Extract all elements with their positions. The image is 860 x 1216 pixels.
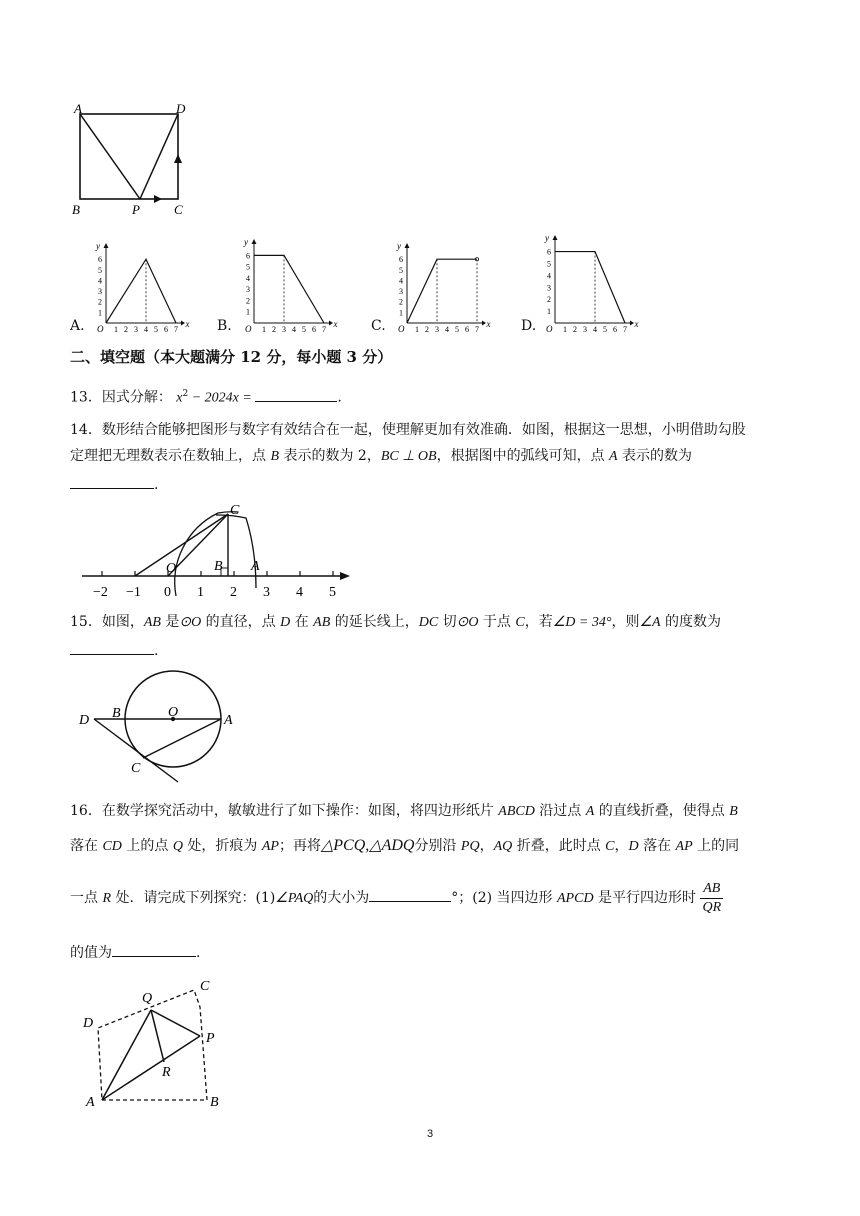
x-axis-label: x — [333, 319, 338, 329]
q15-t-d: 的直径，点 — [201, 614, 281, 630]
fold-figure — [80, 972, 240, 1112]
y-tick-label: 6 — [246, 251, 250, 261]
q15-dc: DC — [418, 615, 439, 630]
q16-t2c: 上的点 — [121, 838, 173, 854]
q16-end: . — [196, 945, 201, 961]
q16-t2p: 落在 — [638, 838, 676, 854]
y-tick-label: 3 — [246, 285, 250, 295]
x-tick-label: 6 — [465, 325, 469, 334]
option-b-graph — [240, 236, 350, 335]
x-tick-label: 3 — [583, 325, 587, 334]
question-15-line-1 — [70, 612, 721, 633]
q16-t3a: 一点 — [70, 890, 103, 906]
q15-ab-2: AB — [313, 615, 331, 630]
option-c-letter: C. — [371, 318, 386, 334]
q16-t4a: 的值为 — [70, 945, 112, 961]
q16-t2r: 上的同 — [692, 838, 740, 854]
q15-angle-a: ∠A — [639, 615, 661, 630]
numberline-tick-label: 3 — [263, 585, 270, 600]
option-b-letter: B. — [217, 318, 232, 334]
y-tick-label: 2 — [399, 297, 403, 307]
question-16-line-4 — [70, 942, 200, 963]
option-graph-line — [407, 259, 477, 323]
x-tick-label: 6 — [613, 325, 617, 334]
origin-label: O — [97, 324, 104, 334]
y-tick-label: 4 — [547, 271, 551, 281]
y-tick-label: 1 — [246, 307, 250, 317]
y-tick-label: 4 — [246, 273, 250, 283]
q14-perp-expr: BC ⊥ OB — [380, 449, 437, 464]
option-c-graph — [393, 240, 503, 335]
q16-frac-den: QR — [702, 899, 722, 915]
y-tick-label: 2 — [547, 295, 551, 305]
q16-point-a: A — [585, 804, 595, 819]
section-2-title: 二、填空题（本大题满分 12 分，每小题 3 分） — [70, 348, 393, 366]
q16-point-b: B — [729, 804, 738, 819]
q16-answer-blank-2[interactable] — [112, 942, 196, 957]
x-tick-label: 3 — [134, 325, 138, 334]
y-tick-label: 2 — [246, 296, 250, 306]
x-tick-label: 1 — [262, 325, 266, 334]
numberline-tick-label: −2 — [93, 585, 108, 600]
q16-t3e: ；(2) 当四边形 — [458, 890, 557, 906]
x-tick-label: 7 — [623, 325, 627, 334]
numberline-tick-label: 5 — [329, 585, 336, 600]
y-axis-label: y — [397, 241, 401, 251]
numberline-tick-label: −1 — [126, 585, 141, 600]
origin-label: O — [398, 324, 405, 334]
x-tick-label: 3 — [435, 325, 439, 334]
option-a-graph — [92, 240, 202, 335]
q15-t-j: 切 — [438, 614, 457, 630]
q15-ab: AB — [143, 615, 161, 630]
x-tick-label: 4 — [292, 325, 296, 334]
q16-angle-paq: ∠PAQ — [275, 891, 314, 906]
x-tick-label: 6 — [164, 325, 168, 334]
q14-point-a: A — [609, 449, 618, 464]
y-tick-label: 6 — [98, 255, 102, 265]
question-16-line-1 — [70, 801, 738, 822]
number-line-figure — [78, 498, 358, 603]
square-label-c: C — [174, 202, 183, 217]
x-tick-label: 5 — [302, 325, 306, 334]
q13-prefix: 13．因式分解： — [70, 389, 172, 406]
origin-label: O — [546, 324, 553, 334]
numberline-tick-label: 4 — [296, 585, 303, 600]
q15-t-a: 15．如图， — [70, 614, 144, 630]
option-d-letter: D. — [521, 318, 537, 334]
page-number: 3 — [426, 1128, 434, 1140]
q13-expr-exp: 2 — [182, 389, 189, 399]
square-label-a: A — [74, 101, 82, 116]
q14-point-b: B — [270, 449, 280, 464]
q16-answer-blank-1[interactable] — [369, 887, 451, 902]
x-tick-label: 4 — [445, 325, 449, 334]
q16-t1c: 沿过点 — [534, 803, 586, 819]
fold-label-b: B — [210, 1095, 219, 1110]
circle-label-b: B — [112, 706, 121, 721]
q13-answer-blank[interactable] — [255, 387, 337, 402]
x-tick-label: 1 — [114, 325, 118, 334]
y-tick-label: 4 — [399, 276, 403, 286]
y-tick-label: 5 — [399, 265, 403, 275]
numberline-label-a: A — [251, 559, 260, 574]
q16-t1e: 的直线折叠，使得点 — [594, 803, 730, 819]
option-a-letter: A. — [70, 318, 85, 334]
q16-frac-num: AB — [700, 880, 723, 899]
q15-point-c: C — [515, 615, 525, 630]
x-tick-label: 1 — [415, 325, 419, 334]
q16-aq: AQ — [493, 839, 513, 854]
y-tick-label: 6 — [547, 247, 551, 257]
question-13 — [70, 384, 342, 409]
q16-t2g: ；再将 — [278, 838, 321, 854]
q16-point-c: C — [605, 839, 615, 854]
circle-label-o: O — [168, 705, 179, 720]
q16-point-q: Q — [172, 839, 183, 854]
q16-t1a: 16．在数学探究活动中，敏敏进行了如下操作：如图，将四边形纸片 — [70, 803, 499, 819]
q16-t2l: 折叠，此时点 — [512, 838, 606, 854]
fold-label-r: R — [162, 1065, 171, 1080]
numberline-tick-label: 1 — [197, 585, 204, 600]
q16-ap-2: AP — [675, 839, 693, 854]
fold-label-q: Q — [142, 991, 153, 1006]
q13-expr-rest: − 2024x = — [188, 390, 256, 406]
x-tick-label: 6 — [312, 325, 316, 334]
q14-end: . — [154, 477, 159, 493]
q15-t-o: 的度数为 — [660, 614, 722, 630]
q16-t2n: ， — [614, 838, 629, 854]
x-tick-label: 5 — [154, 325, 158, 334]
option-graph-line — [254, 255, 324, 323]
q15-t-c: 是 — [160, 614, 180, 630]
fold-label-a: A — [86, 1095, 95, 1110]
q15-end: . — [154, 643, 159, 659]
x-tick-label: 2 — [272, 325, 276, 334]
q15-angle-d: ∠D = 34° — [552, 615, 612, 630]
question-14-line-1: 14．数形结合能够把图形与数字有效结合在一起，使理解更加有效准确．如图，根据这一思想，小明借助勾股 — [70, 422, 746, 438]
x-axis-label: x — [486, 319, 491, 329]
q16-degree: ° — [451, 890, 459, 906]
y-tick-label: 4 — [98, 276, 102, 286]
q15-t-f: 在 — [290, 614, 314, 630]
q14-text-d: ，根据图中的弧线可知，点 — [436, 448, 610, 464]
x-tick-label: 4 — [144, 325, 148, 334]
square-label-p: P — [132, 202, 140, 217]
x-tick-label: 5 — [455, 325, 459, 334]
x-tick-label: 2 — [425, 325, 429, 334]
q16-t2a: 落在 — [70, 838, 103, 854]
y-tick-label: 3 — [547, 283, 551, 293]
q15-t-m: ，若 — [524, 614, 553, 630]
q15-circle-o: ⊙O — [179, 615, 202, 630]
q14-text-a: 定理把无理数表示在数轴上，点 — [70, 448, 271, 464]
x-tick-label: 4 — [593, 325, 597, 334]
question-16-line-2 — [70, 836, 739, 857]
y-axis-label: y — [96, 241, 100, 251]
x-tick-label: 2 — [573, 325, 577, 334]
circle-label-d: D — [79, 713, 90, 728]
option-graph-line — [555, 252, 625, 323]
square-label-b: B — [72, 202, 80, 217]
q16-triangles: △PCQ,△ADQ — [320, 837, 415, 854]
x-tick-label: 5 — [603, 325, 607, 334]
y-tick-label: 3 — [399, 287, 403, 297]
y-axis-label: y — [545, 233, 549, 243]
q14-text-c: 表示的数为 2， — [279, 448, 381, 464]
q13-expr-base: x — [176, 390, 183, 406]
y-tick-label: 5 — [246, 262, 250, 272]
fold-label-p: P — [206, 1031, 215, 1046]
numberline-label-b: B — [214, 559, 223, 574]
origin-label: O — [245, 324, 252, 334]
y-tick-label: 1 — [98, 308, 102, 318]
option-graph-line — [106, 259, 176, 323]
q13-end: . — [337, 389, 342, 406]
question-14-line-2 — [70, 446, 692, 467]
q15-point-d: D — [280, 615, 291, 630]
x-tick-label: 2 — [124, 325, 128, 334]
fold-label-d: D — [83, 1016, 94, 1031]
x-tick-label: 7 — [174, 325, 178, 334]
q16-point-r: R — [102, 891, 112, 906]
x-tick-label: 3 — [282, 325, 286, 334]
question-14-line-3 — [70, 474, 158, 495]
q16-t3g: 是平行四边形时 — [593, 890, 697, 906]
circle-label-c: C — [131, 761, 141, 776]
q16-pq: PQ — [460, 839, 480, 854]
square-figure — [70, 100, 200, 225]
option-d-graph — [541, 232, 656, 335]
numberline-tick-label: 2 — [230, 585, 237, 600]
q16-cd: CD — [102, 839, 122, 854]
q14-text-f: 表示的数为 — [617, 448, 693, 464]
y-tick-label: 6 — [399, 255, 403, 265]
numberline-tick-label: 0 — [164, 585, 171, 600]
q15-t-n: ，则 — [611, 614, 640, 630]
x-tick-label: 1 — [563, 325, 567, 334]
q16-t3c: 处．请完成下列探究：(1) — [111, 890, 276, 906]
circle-figure — [76, 660, 246, 785]
q15-answer-blank[interactable] — [70, 640, 154, 655]
q15-t-h: 的延长线上， — [330, 614, 419, 630]
x-tick-label: 7 — [322, 325, 326, 334]
numberline-label-o: O — [166, 561, 177, 576]
q14-answer-blank[interactable] — [70, 474, 154, 489]
y-tick-label: 5 — [547, 259, 551, 269]
numberline-label-c: C — [230, 503, 240, 518]
y-tick-label: 5 — [98, 265, 102, 275]
question-15-line-2 — [70, 640, 158, 661]
q16-apcd: APCD — [557, 891, 594, 906]
y-tick-label: 1 — [547, 307, 551, 317]
y-tick-label: 3 — [98, 287, 102, 297]
q15-t-k: 于点 — [478, 614, 516, 630]
q16-ap: AP — [261, 839, 279, 854]
q16-point-d: D — [628, 839, 639, 854]
q16-t2e: 处，折痕为 — [182, 838, 262, 854]
y-tick-label: 1 — [399, 308, 403, 318]
fold-label-c: C — [200, 979, 210, 994]
x-axis-label: x — [185, 319, 190, 329]
q16-fraction — [700, 880, 723, 917]
x-tick-label: 7 — [475, 325, 479, 334]
y-axis-label: y — [244, 237, 248, 247]
q15-circle-o-2: ⊙O — [456, 615, 479, 630]
q16-t2h: 分别沿 — [414, 838, 461, 854]
y-tick-label: 2 — [98, 297, 102, 307]
q16-abcd: ABCD — [498, 804, 535, 819]
question-16-line-3 — [70, 878, 723, 918]
square-label-d: D — [176, 101, 186, 116]
x-axis-label: x — [634, 319, 639, 329]
q16-t3d: 的大小为 — [313, 890, 370, 906]
q16-t2j: ， — [479, 838, 494, 854]
circle-label-a: A — [224, 713, 233, 728]
